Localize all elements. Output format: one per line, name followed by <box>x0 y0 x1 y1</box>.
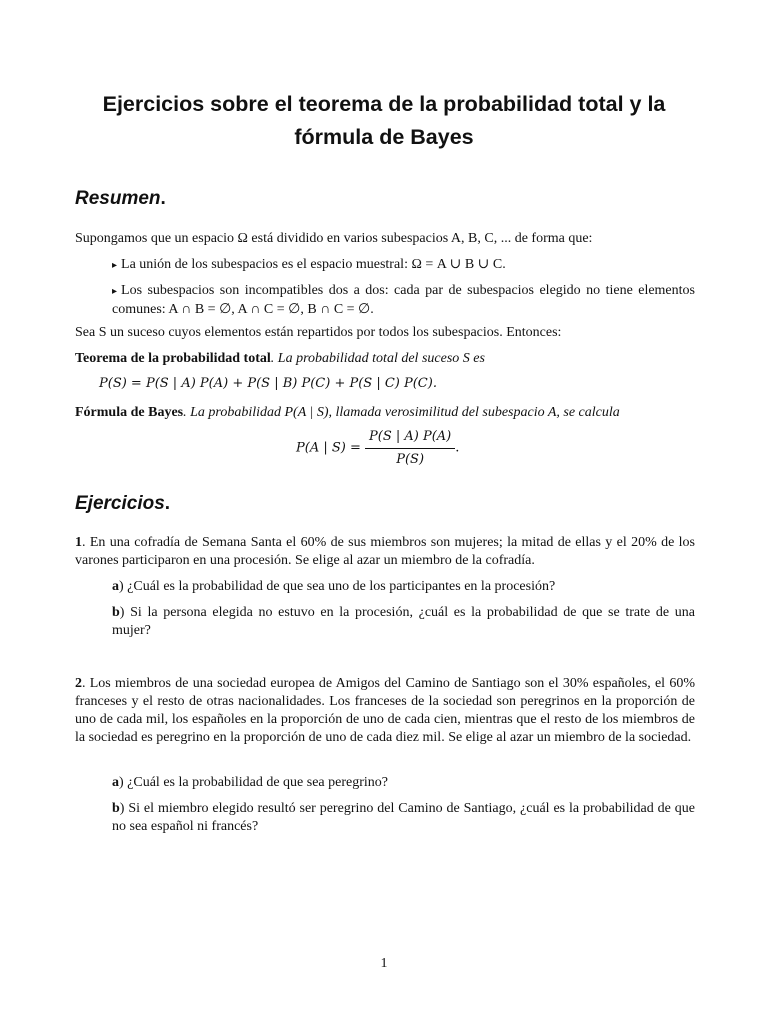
bayes-fraction <box>365 428 455 469</box>
bullet-text-union: La unión de los subespacios es el espacio muestral: Ω = A ∪ B ∪ C. <box>121 257 506 272</box>
part-b-label: b <box>112 605 120 620</box>
resumen-heading-text: Resumen <box>75 188 161 209</box>
bullet-item-incompatibles <box>112 282 695 319</box>
ejercicios-heading <box>75 493 170 515</box>
teorema-statement <box>75 350 695 368</box>
exercise-2 <box>75 675 695 747</box>
page-number: 1 <box>380 956 388 971</box>
exercise-2-part-b <box>112 800 695 836</box>
bullet-text-incompatibles: Los subespacios son incompatibles dos a dos: cada par de subespacios elegido no tiene elementos comunes: A ∩ B = ∅, A ∩ C = ∅, B ∩ C = ∅. <box>112 283 695 317</box>
resumen-heading <box>75 188 166 210</box>
ejercicios-heading-text: Ejercicios <box>75 493 165 514</box>
bullet-arrow-icon: ▸ <box>112 286 118 297</box>
ejercicios-heading-dot: . <box>164 493 171 514</box>
part-a-text: ) ¿Cuál es la probabilidad de que sea peregrino? <box>119 775 389 790</box>
teorema-label: Teorema de la probabilidad total <box>75 351 271 366</box>
page-title: Ejercicios sobre el teorema de la probabilidad total y la fórmula de Bayes <box>102 92 666 149</box>
bullet-arrow-icon: ▸ <box>112 260 118 271</box>
exercise-1-part-a <box>112 578 695 596</box>
bayes-text: . La probabilidad P(A | S), llamada verosimilitud del subespacio A, se calcula <box>183 405 620 420</box>
bullet-item-union <box>112 256 695 275</box>
bayes-denominator: P(S) <box>396 452 425 467</box>
exercise-1-part-b <box>112 604 695 640</box>
resumen-intro: Supongamos que un espacio Ω está dividido en varios subespacios A, B, C, ... de forma que: <box>75 231 593 246</box>
exercise-1-number: 1 <box>75 535 82 550</box>
formula-probabilidad-total: P(S) = P(S | A) P(A) + P(S | B) P(C) + P(S | C) P(C). <box>99 376 437 391</box>
bayes-statement <box>75 404 695 422</box>
sea-s-sentence: Sea S un suceso cuyos elementos están repartidos por todos los subespacios. Entonces: <box>75 325 562 340</box>
resumen-heading-dot: . <box>160 188 166 209</box>
bayes-lhs: P(A | S) = <box>296 440 361 456</box>
part-b-label: b <box>112 801 120 816</box>
exercise-1-text: . En una cofradía de Semana Santa el 60% de sus miembros son mujeres; la mitad de ellas y el 20% de los varones participaron en una procesión. Se elige al azar un miembro de la cofradía. <box>75 535 695 568</box>
part-a-text: ) ¿Cuál es la probabilidad de que sea uno de los participantes en la procesión? <box>119 579 556 594</box>
part-b-text: ) Si la persona elegida no estuvo en la procesión, ¿cuál es la probabilidad de que se trate de una mujer? <box>112 605 695 638</box>
exercise-1 <box>75 534 695 570</box>
teorema-text: . La probabilidad total del suceso S es <box>270 351 485 366</box>
bayes-label: Fórmula de Bayes <box>75 405 184 420</box>
part-a-label: a <box>112 579 119 594</box>
exercise-2-number: 2 <box>75 676 82 691</box>
bayes-period: . <box>455 440 460 456</box>
exercise-2-text: . Los miembros de una sociedad europea de Amigos del Camino de Santiago son el 30% españoles, el 60% franceses y el resto de otras nacionalidades. Los franceses de la sociedad son peregrinos en la proporción de uno de cada mil, los españoles en la proporción de uno de cada cien, mientras que el resto de los miembros de la sociedad es peregrino en la proporción de uno de cada diez mil. Se elige al azar un miembro de la sociedad. <box>75 676 695 745</box>
part-a-label: a <box>112 775 119 790</box>
exercise-2-part-a <box>112 774 695 792</box>
formula-bayes <box>296 428 459 469</box>
part-b-text: ) Si el miembro elegido resultó ser peregrino del Camino de Santiago, ¿cuál es la probabilidad de que no sea español ni francés? <box>112 801 695 834</box>
bayes-numerator: P(S | A) P(A) <box>365 428 455 449</box>
